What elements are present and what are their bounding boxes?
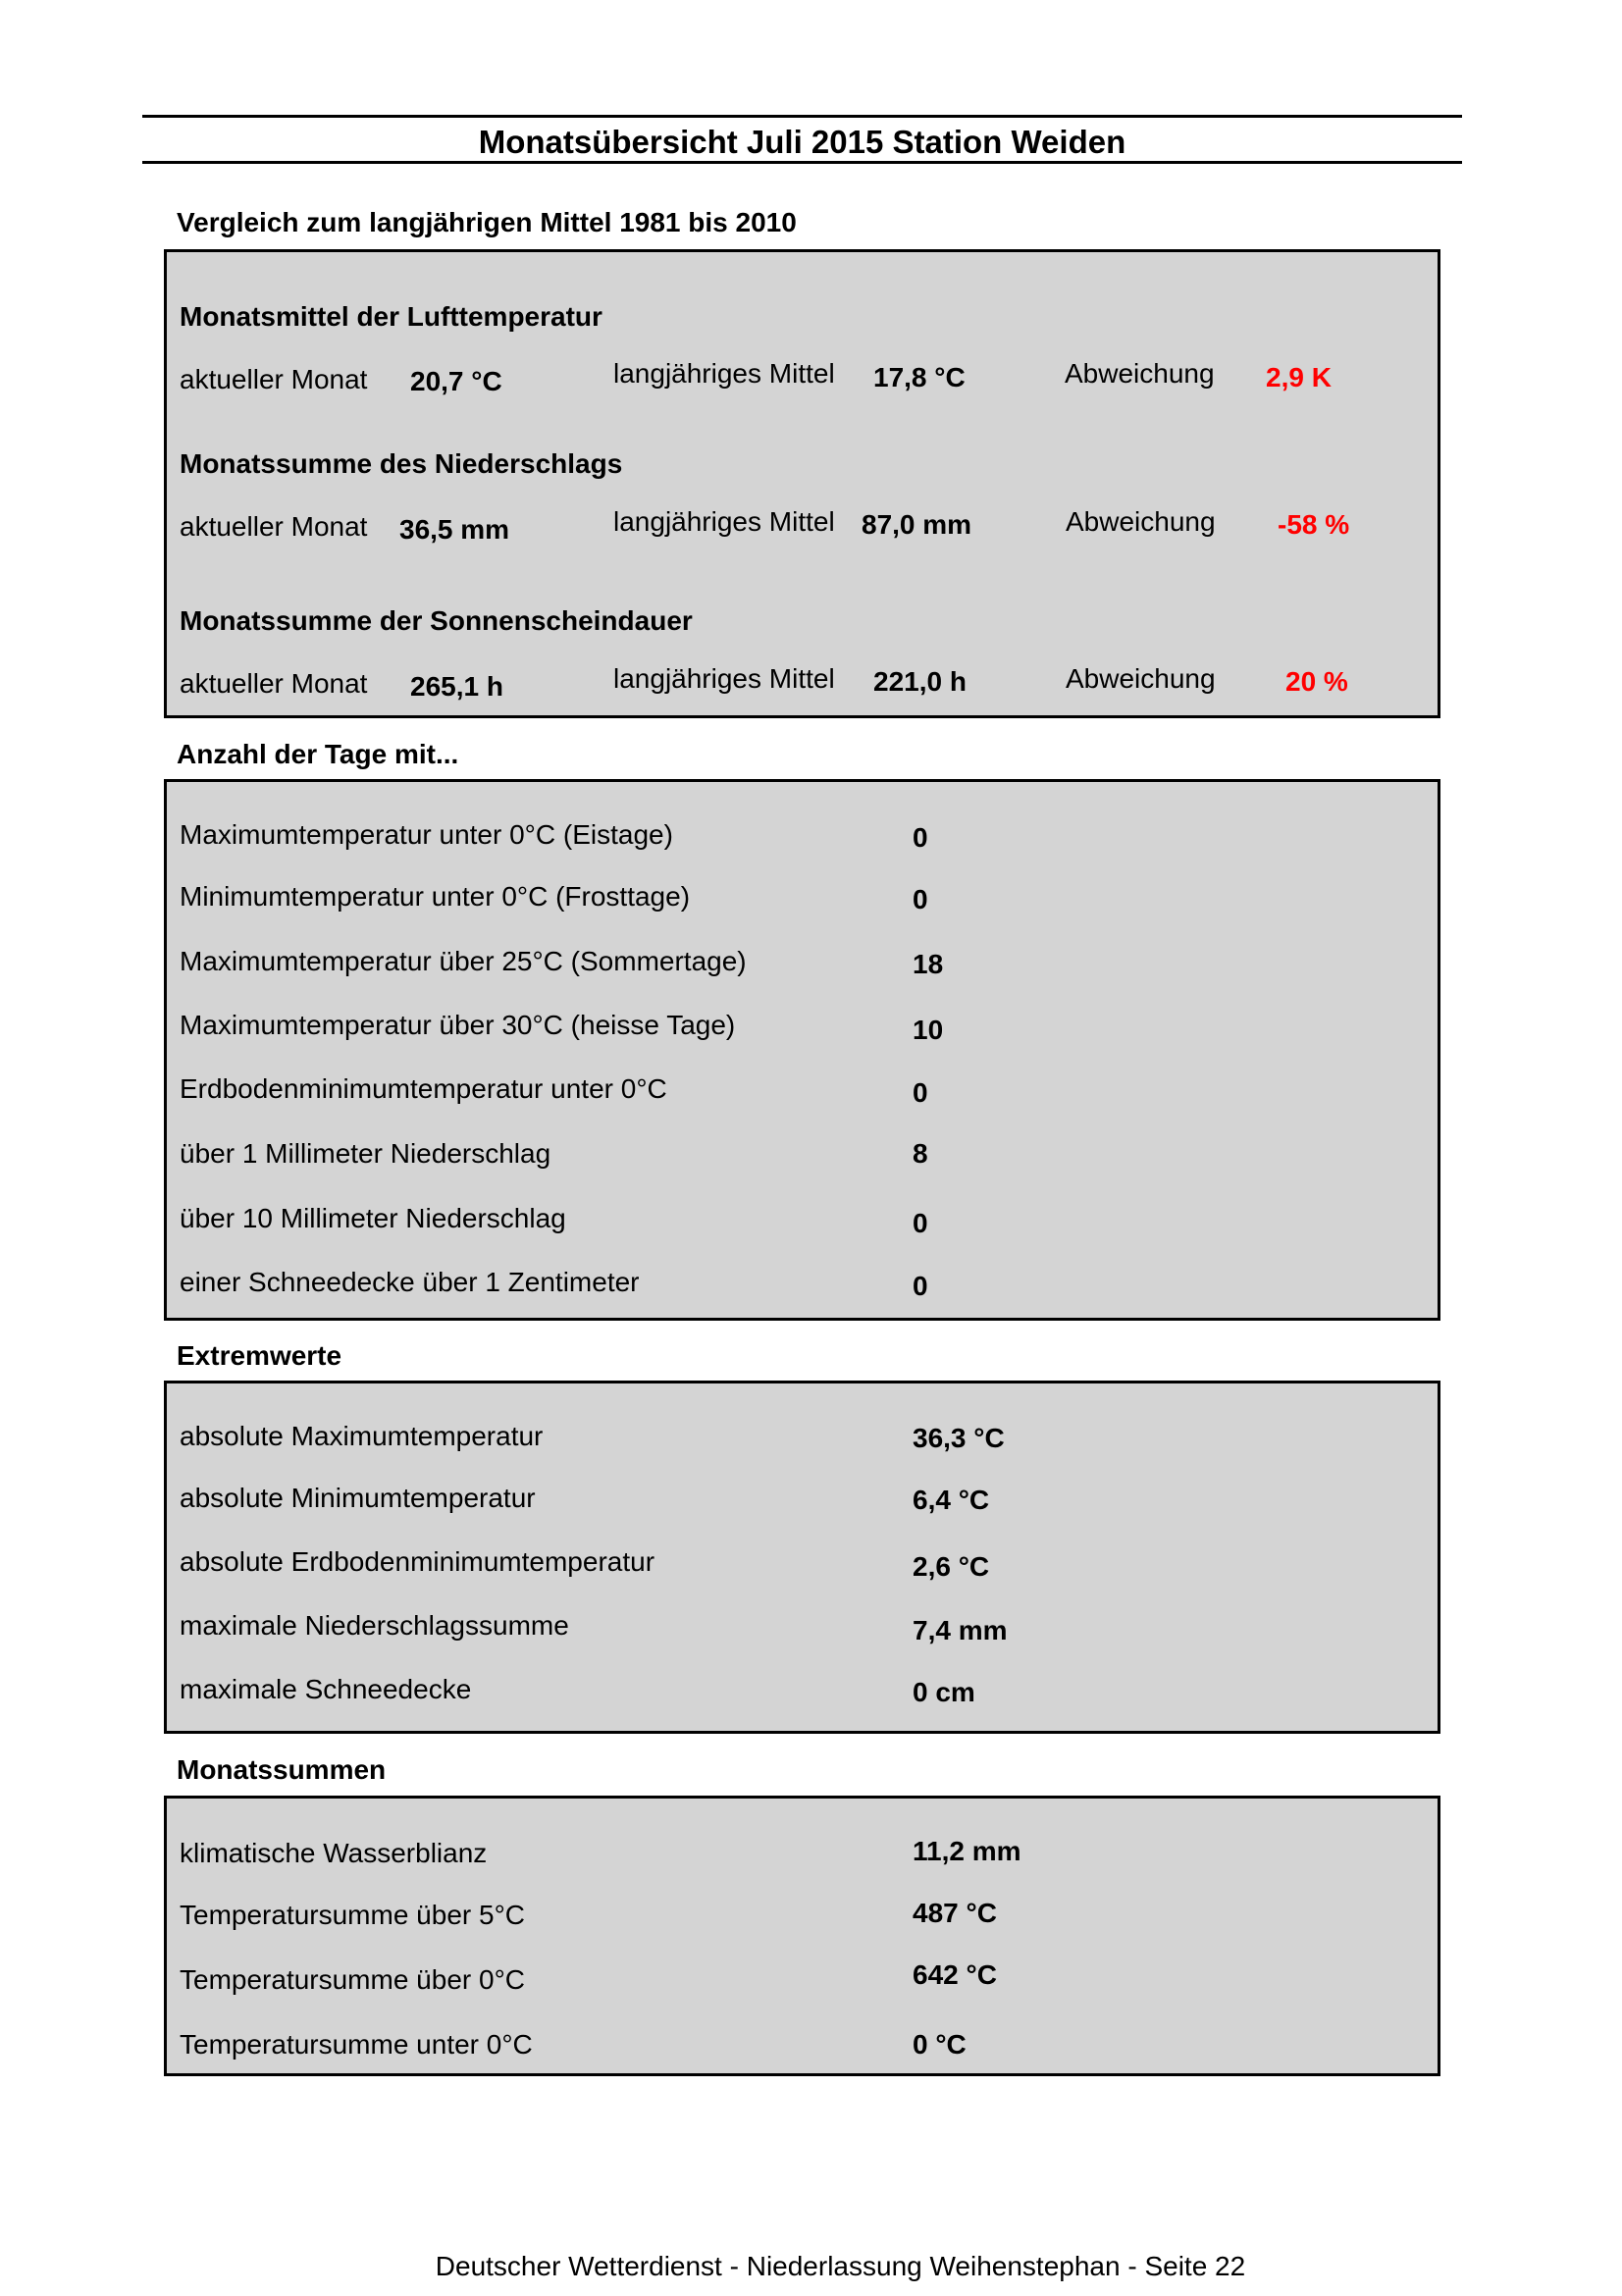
sums-row-label: klimatische Wasserblianz <box>180 1838 488 1868</box>
days-row-label: Erdbodenminimumtemperatur unter 0°C <box>180 1073 667 1104</box>
extremes-row-label: absolute Minimumtemperatur <box>180 1483 536 1513</box>
days-row-value: 0 <box>913 1077 928 1108</box>
extremes-row-label: maximale Schneedecke <box>180 1674 472 1704</box>
days-row-label: Minimumtemperatur unter 0°C (Frosttage) <box>180 881 691 912</box>
title-bar <box>142 115 1462 164</box>
days-heading: Anzahl der Tage mit... <box>177 739 459 769</box>
days-row-label: einer Schneedecke über 1 Zentimeter <box>180 1267 640 1297</box>
precipitation-mean-value: 87,0 mm <box>862 509 972 540</box>
days-row-value: 0 <box>913 1271 928 1301</box>
temperature-current-value: 20,7 °C <box>410 366 502 396</box>
days-row-value: 18 <box>913 949 944 979</box>
days-row-value: 0 <box>913 822 928 853</box>
extremes-row-value: 6,4 °C <box>913 1485 990 1515</box>
precipitation-deviation-label: Abweichung <box>1066 506 1216 537</box>
extremes-box <box>164 1381 1440 1734</box>
sums-row-value: 0 °C <box>913 2029 967 2060</box>
days-row-label: über 10 Millimeter Niederschlag <box>180 1203 566 1233</box>
sunshine-deviation-label: Abweichung <box>1066 663 1216 694</box>
days-row-value: 8 <box>913 1138 928 1169</box>
sums-row-value: 487 °C <box>913 1898 997 1928</box>
days-row-label: Maximumtemperatur unter 0°C (Eistage) <box>180 819 673 850</box>
sunshine-mean-value: 221,0 h <box>873 666 967 697</box>
sunshine-mean-label: langjähriges Mittel <box>613 663 835 694</box>
temperature-current-label: aktueller Monat <box>180 364 368 394</box>
precipitation-mean-label: langjähriges Mittel <box>613 506 835 537</box>
comparison-box <box>164 249 1440 718</box>
sums-heading: Monatssummen <box>177 1754 387 1785</box>
sums-row-value: 11,2 mm <box>913 1836 1021 1866</box>
precipitation-deviation-value: -58 % <box>1278 509 1350 540</box>
days-row-label: Maximumtemperatur über 30°C (heisse Tage) <box>180 1010 736 1040</box>
days-row-label: Maximumtemperatur über 25°C (Sommertage) <box>180 946 747 976</box>
sums-row-label: Temperatursumme über 0°C <box>180 1964 525 1995</box>
sunshine-current-value: 265,1 h <box>410 671 503 702</box>
sums-row-label: Temperatursumme über 5°C <box>180 1900 525 1930</box>
extremes-heading: Extremwerte <box>177 1340 342 1371</box>
extremes-row-label: absolute Erdbodenminimumtemperatur <box>180 1546 655 1577</box>
days-row-value: 0 <box>913 884 928 914</box>
extremes-row-label: absolute Maximumtemperatur <box>180 1421 544 1451</box>
temperature-heading: Monatsmittel der Lufttemperatur <box>180 301 602 332</box>
sums-box <box>164 1796 1440 2076</box>
extremes-row-label: maximale Niederschlagssumme <box>180 1610 569 1641</box>
extremes-row-value: 7,4 mm <box>913 1615 1008 1645</box>
days-row-value: 0 <box>913 1208 928 1238</box>
comparison-heading: Vergleich zum langjährigen Mittel 1981 bis 2010 <box>177 207 797 237</box>
sunshine-current-label: aktueller Monat <box>180 668 368 699</box>
temperature-mean-value: 17,8 °C <box>873 362 966 392</box>
days-row-label: über 1 Millimeter Niederschlag <box>180 1138 551 1169</box>
extremes-row-value: 0 cm <box>913 1677 975 1707</box>
temperature-mean-label: langjähriges Mittel <box>613 358 835 389</box>
precipitation-heading: Monatssumme des Niederschlags <box>180 448 623 479</box>
extremes-row-value: 36,3 °C <box>913 1423 1005 1453</box>
temperature-deviation-label: Abweichung <box>1065 358 1215 389</box>
precipitation-current-label: aktueller Monat <box>180 511 368 542</box>
sunshine-heading: Monatssumme der Sonnenscheindauer <box>180 605 693 636</box>
page-title: Monatsübersicht Juli 2015 Station Weiden <box>478 124 1126 160</box>
sums-row-value: 642 °C <box>913 1959 997 1990</box>
extremes-row-value: 2,6 °C <box>913 1551 990 1582</box>
precipitation-current-value: 36,5 mm <box>399 514 510 545</box>
sunshine-deviation-value: 20 % <box>1285 666 1348 697</box>
page-footer: Deutscher Wetterdienst - Niederlassung Weihenstephan - Seite 22 <box>435 2251 1246 2281</box>
days-box <box>164 779 1440 1321</box>
days-row-value: 10 <box>913 1015 944 1045</box>
temperature-deviation-value: 2,9 K <box>1266 362 1332 392</box>
sums-row-label: Temperatursumme unter 0°C <box>180 2029 533 2060</box>
